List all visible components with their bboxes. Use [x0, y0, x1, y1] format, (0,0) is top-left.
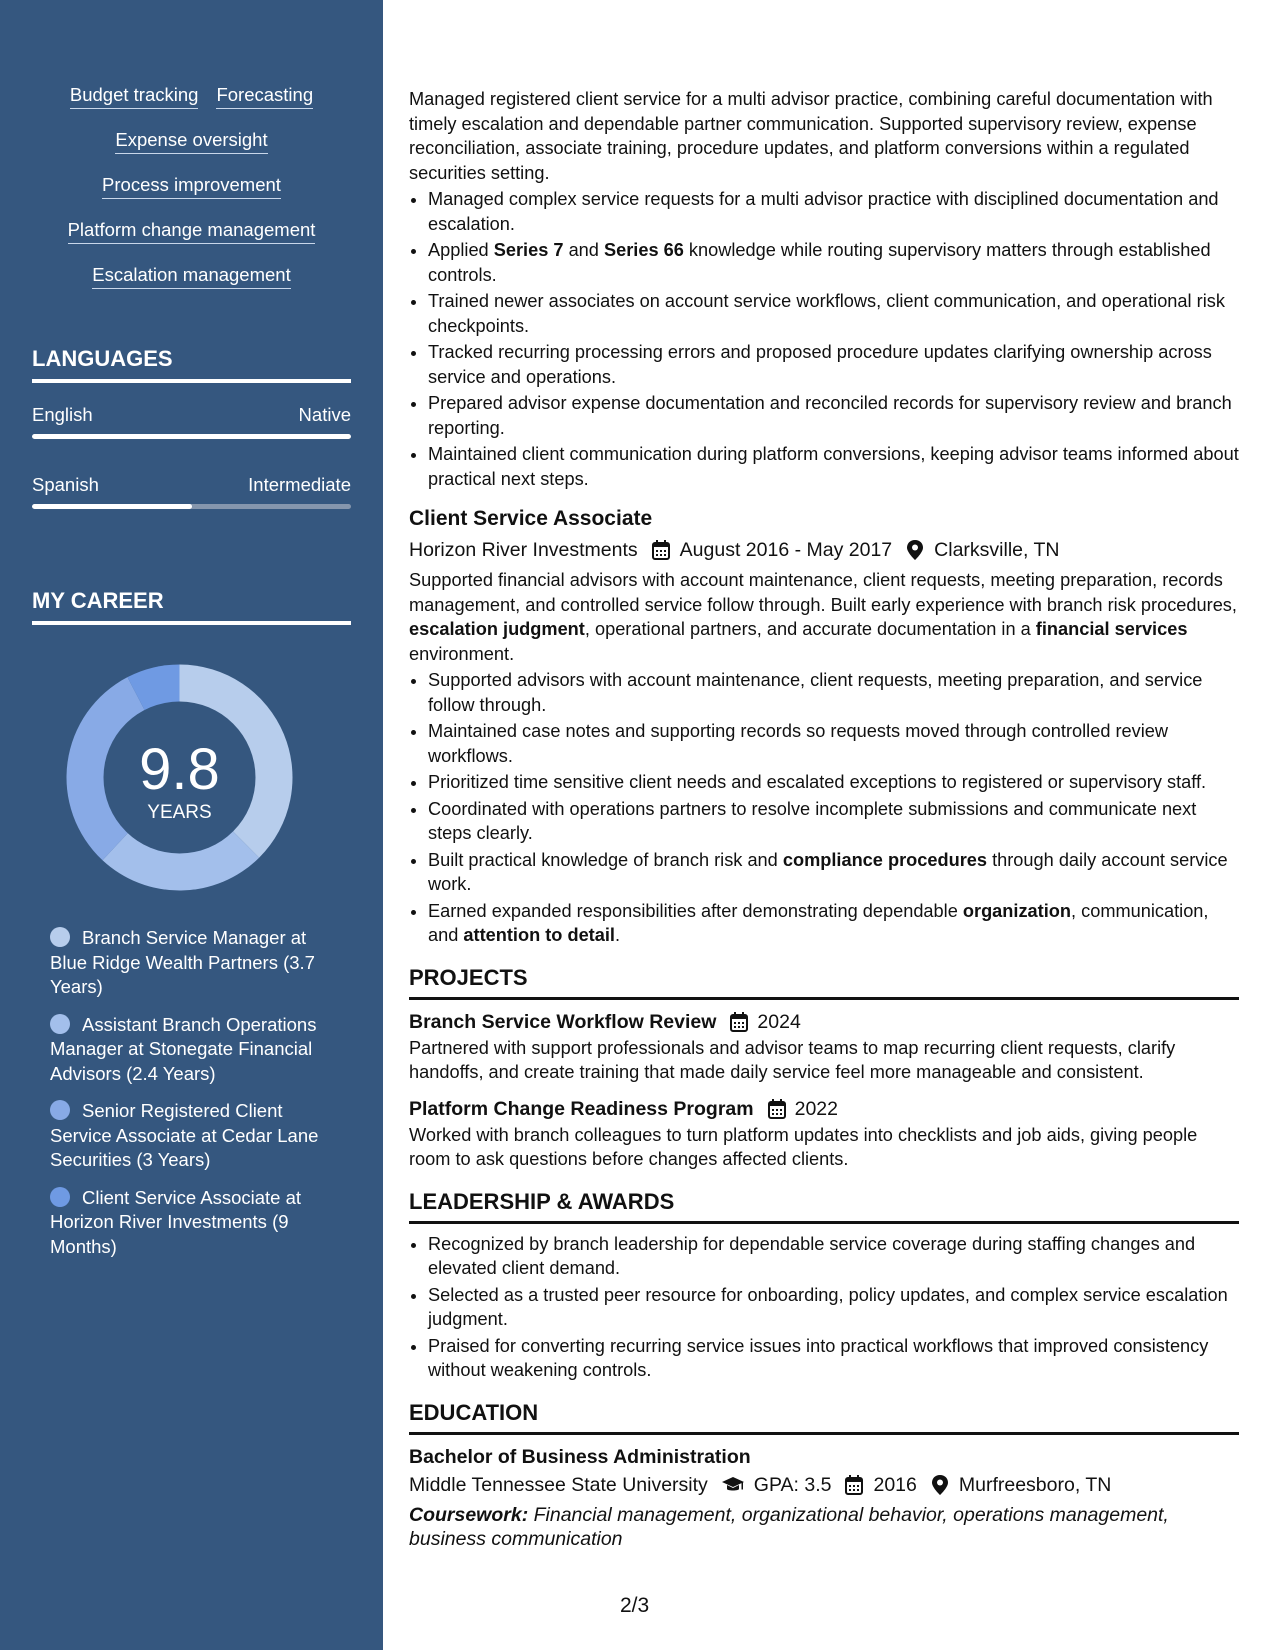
project-description: Worked with branch colleagues to turn platform updates into checklists and job aids, giving people room to ask questions before changes affected clients. — [409, 1124, 1198, 1169]
page-number: 2/3 — [620, 1594, 650, 1617]
bold-text: Series 66 — [603, 240, 684, 260]
bullet-item: • Coordinated with operations partners to resolve incomplete submissions and communicate next steps clearly. — [428, 797, 1239, 846]
bullet-item: • Managed complex service requests for a multi advisor practice with disciplined documentation and escalation. — [428, 187, 1239, 236]
gpa: GPA: 3.5 — [753, 1473, 832, 1496]
bullet-item: • Maintained case notes and supporting records so requests moved through controlled review workflows. — [428, 719, 1239, 768]
bullet-item: • Supported advisors with account maintenance, client requests, meeting preparation, and service follow through. — [428, 668, 1239, 717]
school-name: Middle Tennessee State University — [409, 1473, 708, 1496]
map-pin-icon — [905, 539, 925, 561]
text: Supported financial advisors with account maintenance, client requests, meeting preparation, records management, and controlled service follow through. Built early experience with branch risk procedures, — [409, 570, 1237, 615]
career-item — [50, 926, 330, 1000]
project-header — [409, 1008, 1239, 1036]
award-item: • Recognized by branch leadership for dependable service coverage during staffing changes and elevated client demand. — [428, 1232, 1239, 1281]
bullet-item — [428, 899, 1239, 948]
education-heading: EDUCATION — [409, 1399, 1239, 1435]
career-label: Senior Registered Client Service Associate at Cedar Lane Securities (3 Years) — [50, 1100, 319, 1170]
career-dot — [50, 1100, 70, 1120]
calendar-icon — [729, 1011, 749, 1033]
awards-heading: LEADERSHIP & AWARDS — [409, 1188, 1239, 1224]
project-description: Partnered with support professionals and advisor teams to map recurring client requests, clarify handoffs, and create training that made daily service feel more manageable and consistent. — [409, 1037, 1176, 1082]
language-row — [32, 403, 351, 427]
school-location: Murfreesboro, TN — [958, 1473, 1112, 1496]
language-bar — [32, 434, 351, 439]
career-label: Client Service Associate at Horizon River Investments (9 Months) — [50, 1186, 302, 1257]
job-title: Client Service Associate — [409, 507, 653, 530]
project-name: Branch Service Workflow Review — [409, 1010, 717, 1033]
skill-tag: Forecasting — [216, 83, 313, 109]
award-item: • Praised for converting recurring service issues into practical workflows that improved consistency without weakening controls. — [428, 1334, 1239, 1383]
career-donut-chart — [66, 664, 293, 891]
bold-text: compliance procedures — [782, 849, 988, 870]
language-bar-fill — [32, 504, 192, 509]
career-total-unit: YEARS — [147, 802, 212, 823]
sidebar — [0, 0, 383, 1650]
text: knowledge while routing supervisory matters through established controls. — [428, 240, 1211, 285]
language-bar — [32, 504, 351, 509]
job-meta — [409, 536, 1239, 564]
career-heading: MY CAREER — [32, 587, 351, 625]
language-bar-fill — [32, 434, 351, 439]
bold-text: attention to detail — [463, 925, 615, 945]
company-name: Horizon River Investments — [409, 539, 638, 561]
skills-list — [32, 83, 351, 289]
projects-heading: PROJECTS — [409, 964, 1239, 1000]
text: environment. — [409, 643, 515, 664]
career-label: Assistant Branch Operations Manager at Stonegate Financial Advisors (2.4 Years) — [50, 1013, 317, 1084]
languages-heading: LANGUAGES — [32, 345, 351, 383]
bullet-item: • Prioritized time sensitive client needs and escalated exceptions to registered or supervisory staff. — [428, 770, 1239, 795]
skill-tag: Budget tracking — [70, 83, 199, 109]
job-summary: Managed registered client service for a multi advisor practice, combining careful documentation with timely escalation and dependable partner communication. Supported supervisory review, expense reconciliation, associate training, procedure updates, and platform conversions within a regulated securities setting. — [409, 89, 1213, 183]
project-name: Platform Change Readiness Program — [409, 1097, 754, 1120]
bullet-item — [428, 848, 1239, 897]
bullet-item — [428, 238, 1239, 287]
job-bullets — [409, 668, 1239, 948]
text: through daily account service work. — [428, 849, 1228, 894]
map-pin-icon — [930, 1474, 950, 1496]
award-item: • Selected as a trusted peer resource for onboarding, policy updates, and complex service escalation judgment. — [428, 1283, 1239, 1332]
text: Built practical knowledge of branch risk and — [428, 849, 783, 870]
language-level: Intermediate — [248, 474, 351, 495]
degree-name: Bachelor of Business Administration — [409, 1445, 751, 1468]
calendar-icon — [767, 1098, 787, 1120]
coursework — [409, 1503, 1239, 1552]
career-dot — [50, 1014, 70, 1034]
coursework-label: Coursework: — [409, 1503, 529, 1526]
career-dot — [50, 927, 70, 947]
skill-tag: Escalation management — [92, 263, 290, 289]
skill-tag: Platform change management — [68, 218, 316, 244]
text: , communication, and — [428, 900, 1209, 945]
bullet-item: • Maintained client communication during platform conversions, keeping advisor teams informed about practical next steps. — [428, 442, 1239, 491]
job-bullets — [409, 187, 1239, 491]
bullet-item: • Prepared advisor expense documentation and reconciled records for supervisory review and branch reporting. — [428, 391, 1239, 440]
graduation-cap-icon — [721, 1474, 745, 1496]
text: , operational partners, and accurate documentation in a — [584, 619, 1036, 639]
career-item — [50, 1099, 330, 1173]
coursework-text: Financial management, organizational behavior, operations management, business communication — [409, 1503, 1169, 1550]
skill-tag: Process improvement — [102, 173, 281, 199]
text: Applied — [428, 240, 494, 260]
calendar-icon — [844, 1474, 864, 1496]
job-summary — [409, 568, 1239, 666]
bullet-item: • Trained newer associates on account service workflows, client communication, and operational risk checkpoints. — [428, 289, 1239, 338]
project-header — [409, 1095, 1239, 1123]
text: . — [614, 925, 621, 945]
language-level: Native — [298, 404, 351, 425]
calendar-icon — [651, 539, 671, 561]
language-row — [32, 473, 351, 497]
job-location: Clarksville, TN — [934, 539, 1060, 561]
main-content — [409, 87, 1239, 1552]
bold-text: escalation judgment — [409, 619, 585, 639]
project-year: 2024 — [757, 1010, 801, 1033]
education-meta — [409, 1471, 1239, 1499]
career-item — [50, 1013, 330, 1087]
bullet-item: • Tracked recurring processing errors and proposed procedure updates clarifying ownership across service and operations. — [428, 340, 1239, 389]
career-dot — [50, 1187, 70, 1207]
career-total-value: 9.8 — [139, 737, 220, 802]
career-item — [50, 1186, 330, 1260]
language-name: English — [32, 404, 93, 425]
awards-list — [409, 1232, 1239, 1383]
bold-text: financial services — [1035, 619, 1188, 639]
skill-tag: Expense oversight — [115, 128, 267, 154]
bold-text: Series 7 — [493, 240, 564, 260]
bold-text: organization — [962, 900, 1071, 921]
text: and — [563, 240, 604, 260]
text: Earned expanded responsibilities after demonstrating dependable — [428, 900, 963, 921]
career-label: Branch Service Manager at Blue Ridge Wealth Partners (3.7 Years) — [50, 927, 315, 997]
career-list — [50, 926, 330, 1272]
project-year: 2022 — [794, 1097, 838, 1120]
language-name: Spanish — [32, 474, 99, 495]
job-dates: August 2016 - May 2017 — [679, 539, 893, 561]
graduation-year: 2016 — [873, 1473, 917, 1496]
